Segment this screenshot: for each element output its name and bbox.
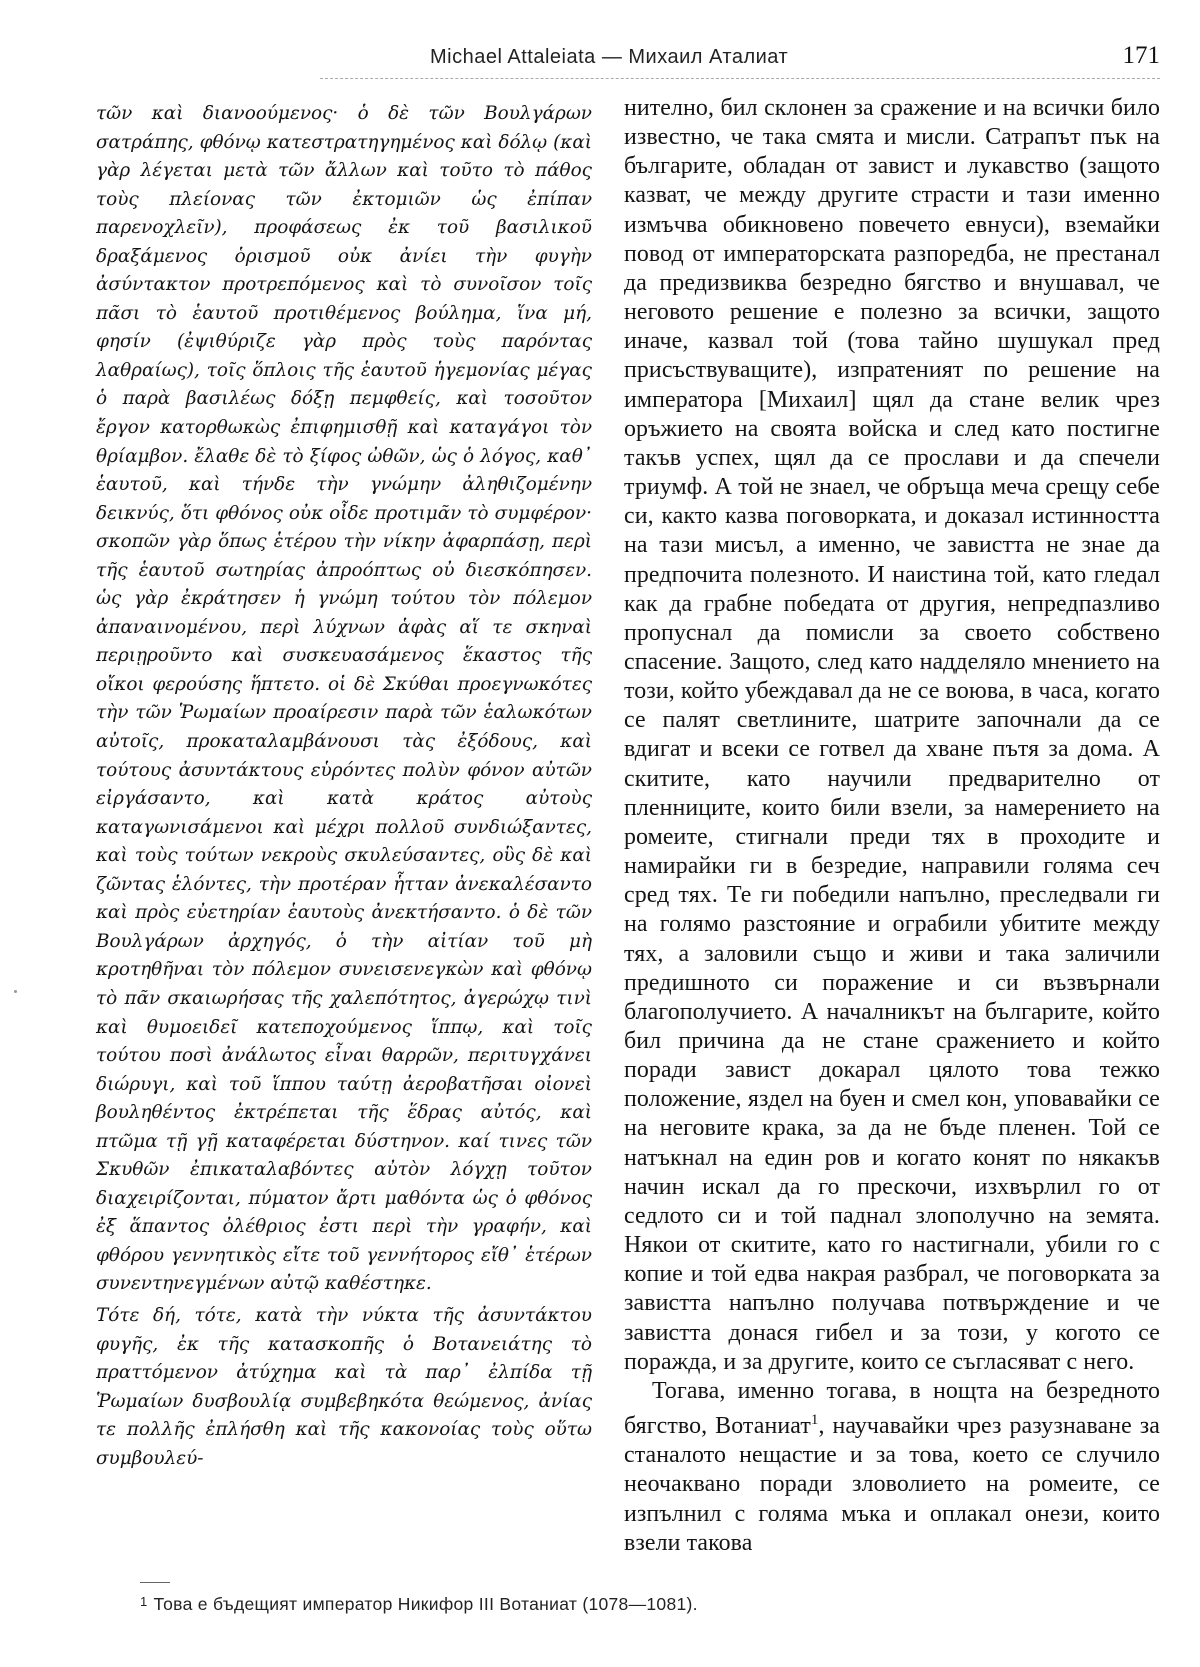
bulgarian-translation-column xyxy=(624,94,1160,1558)
bulgarian-paragraph-2-start: Тогава, именно тогава, в нощта на безредното бягство, Вотаниат xyxy=(624,1377,1160,1440)
footnote-text: Това е бъдещият император Никифор III Вотаниат (1078—1081). xyxy=(153,1594,698,1614)
footnote xyxy=(140,1594,698,1615)
bulgarian-paragraph-2-end: , научавайки чрез разузнаване за станалото нещастие и за това, което се случило неочаквано поради зловолието на ромеите, се изпълнил с голяма мъка и оплакал онези, които взели такова xyxy=(624,1413,1160,1556)
bulgarian-paragraph-1: нително, бил склонен за сражение и на всички било известно, че така смята и мисли. Сатрапът пък на българите, обладан от завист и лукавство (защото казват, че между другите страсти и тази именно измъчва обикновено повечето евнуси), вземайки повод от императорската разпоредба, не престанал да предизвиква безредно бягство и внушавал, че неговото решение е полезно за всички, защото иначе, казвал той (това тайно шушукал пред присъствуващите), изпратеният по решение на императора [Михаил] щял да стане велик чрез оръжието на своята войска и след като постигне такъв успех, щял да се прослави и да спечели триумф. А той не знаел, че обръща меча срещу себе си, както казва поговорката, и доказал истинността на тази мисъл, а именно, че завистта не знае да предпочита полезното. И наистина той, като гледал как да грабне победата от другия, непредпазливо пропуснал да помисли за своето собствено спасение. Защото, след като надделяло мнението на този, който убеждавал да не се воюва, в часа, когато се палят светлините, шатрите започнали да се вдигат и всеки се готвел да хване пътя за дома. А скитите, като научили предварително от пленниците, които били взели, за намерението на ромеите, стигнали преди тях в проходите и намирайки ги в безредие, направили голяма сеч сред тях. Те ги победили напълно, преследвали ги на голямо разстояние и ограбили убитите между тях, а заловили също и живи и така заличили предишното си поражение и си възвърнали благополучието. А началникът на българите, който бил причина да не стане сражението и който поради завист докарал цялото това тежко положение, яздел на буен и смел кон, уповавайки се на неговите крака, за да не бъде пленен. Той се натъкнал на един ров и когато конят по някакъв начин искал да го прескочи, изхвърлил го от седлото си и той паднал злополучно на земята. Някои от скитите, като го настигнали, убили го с копие и той едва накрая разбрал, че поговорката за завистта напълно получава потвърждение и че завистта донася гибел и за този, у когото се поражда, и за другите, които се съгласяват с него. xyxy=(624,95,1160,1375)
running-head: Michael Attaleiata — Михаил Аталиат xyxy=(430,46,789,68)
page-number: 171 xyxy=(1122,42,1160,69)
greek-text-column: τῶν καὶ διανοούμενος· ὁ δὲ τῶν Βουλγάρων σατράπης, φθόνῳ κατεστρατηγημένος καὶ δόλῳ (καὶ γὰρ λέγεται μετὰ τῶν ἄλλων καὶ τοῦτο τὸ πάθος τοὺς πλείονας τῶν ἐκτομιῶν ὡς ἐπίπαν παρενοχλεῖν), προφάσεως ἐκ τοῦ βασιλικοῦ δραξάμενος ὁρισμοῦ οὐκ ἀνίει τὴν φυγὴν ἀσύντακτον προτρεπόμενος καὶ τὸ συνοῖσον τοῖς πᾶσι τὸ ἑαυτοῦ προτιθέμενος βούλημα, ἵνα μή, φησίν (ἐψιθύριζε γὰρ πρὸς τοὺς παρόντας λαθραίως), τοῖς ὅπλοις τῆς ἑαυτοῦ ἡγεμονίας μέγας ὁ παρὰ βασιλέως δόξῃ πεμφθείς, καὶ τοσοῦτον ἔργον κατορθωκὼς ἐπιφημισθῇ καὶ καταγάγοι τὸν θρίαμβον. ἔλαθε δὲ τὸ ξίφος ὠθῶν, ὡς ὁ λόγος, καθ᾿ ἑαυτοῦ, καὶ τήνδε τὴν γνώμην ἀληθιζομένην δεικνύς, ὅτι φθόνος οὐκ οἶδε προτιμᾶν τὸ συμφέρον· σκοπῶν γὰρ ὅπως ἑτέρου τὴν νίκην ἀφαρπάσῃ, περὶ τῆς ἑαυτοῦ σωτηρίας ἀπροόπτως οὐ διεσκόπησεν. ὡς γὰρ ἐκράτησεν ἡ γνώμη τούτου τὸν πόλεμον ἀπαναινομένου, περὶ λύχνων ἁφὰς αἵ τε σκηναὶ περιῃροῦντο καὶ συσκευασάμενος ἕκαστος τῆς οἴκοι φερούσης ἥπτετο. οἱ δὲ Σκύθαι προεγνωκότες τὴν τῶν Ῥωμαίων προαίρεσιν παρὰ τῶν ἑαλωκότων αὐτοῖς, προκαταλαμβάνουσι τὰς ἐξόδους, καὶ τούτους ἀσυντάκτους εὑρόντες πολὺν φόνον αὐτῶν εἰργάσαντο, καὶ κατὰ κράτος αὐτοὺς καταγωνισάμενοι καὶ μέχρι πολλοῦ συνδιώξαντες, καὶ τοὺς τούτων νεκροὺς σκυλεύσαντες, οὓς δὲ καὶ ζῶντας ἑλόντες, τὴν προτέραν ἧτταν ἀνεκαλέσαντο καὶ πρὸς εὐετηρίαν ἑαυτοὺς ἀνεκτήσαντο. ὁ δὲ τῶν Βουλγάρων ἀρχηγός, ὁ τὴν αἰτίαν τοῦ μὴ κροτηθῆναι τὸν πόλεμον συνεισενεγκὼν καὶ φθόνῳ τὸ πᾶν σκαιωρήσας τῆς χαλεπότητος, ἀγερώχῳ τινὶ καὶ θυμοειδεῖ κατεποχούμενος ἵππῳ, καὶ τοῖς τούτου ποσὶ ἀνάλωτος εἶναι θαρρῶν, περιτυγχάνει διώρυγι, καὶ τοῦ ἵππου ταύτῃ ἀεροβατῆσαι οἰονεὶ βουληθέντος ἐκτρέπεται τῆς ἕδρας αὐτός, καὶ πτῶμα τῇ γῇ καταφέρεται δύστηνον. καί τινες τῶν Σκυθῶν ἐπικαταλαβόντες αὐτὸν λόγχῃ τοῦτον διαχειρίζονται, πύματον ἄρτι μαθόντα ὡς ὁ φθόνος ἐξ ἅπαντος ὀλέθριος ἐστι περὶ τὴν γραφήν, καὶ φθόρου γεννητικὸς εἴτε τοῦ γεννήτορος εἴθ᾿ ἑτέρων συνεντηνεγμένων αὐτῷ καθέστηκε. xyxy=(96,103,592,1295)
footnote-marker: 1 xyxy=(140,1594,148,1609)
header-rule xyxy=(320,78,1160,79)
footnote-rule xyxy=(140,1582,170,1583)
greek-text-paragraph: Τότε δή, τότε, κατὰ τὴν νύκτα τῆς ἀσυντάκτου φυγῆς, ἐκ τῆς κατασκοπῆς ὁ Βοτανειάτης τὸ πραττόμενον ἀτύχημα καὶ τὰ παρ᾿ ἐλπίδα τῇ Ῥωμαίων δυσβουλίᾳ συμβεβηκότα θεώμενος, ἀνίας τε πολλῆς ἐπλήσθη καὶ τῆς κακονοίας τοὺς οὕτω συμβουλεύ- xyxy=(96,1305,592,1469)
page-header xyxy=(100,42,1160,86)
footnote-reference: 1 xyxy=(810,1412,819,1429)
scan-speck xyxy=(14,990,17,993)
bulgarian-paragraph-2 xyxy=(624,1377,1160,1558)
